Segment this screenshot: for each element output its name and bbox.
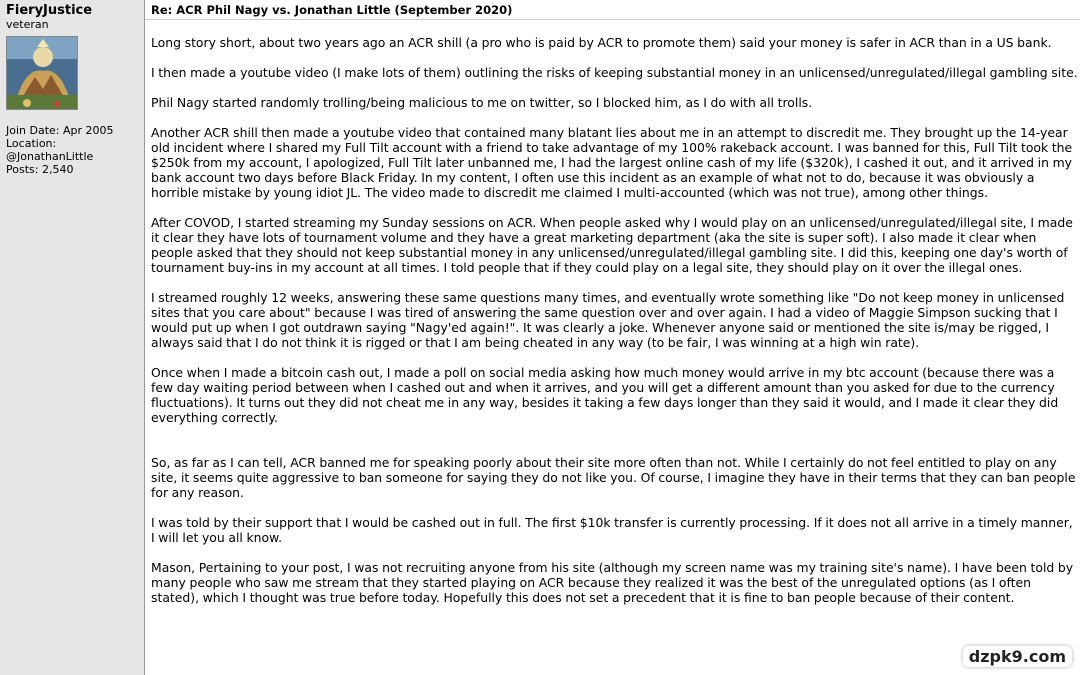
post-count: Posts: 2,540 bbox=[6, 163, 74, 176]
post-paragraph: I then made a youtube video (I make lots of them) outlining the risks of keeping substantial money in an unlicensed/unregulated/illegal gambling site. bbox=[151, 65, 1078, 80]
post-body bbox=[151, 35, 1080, 605]
post-paragraph: I streamed roughly 12 weeks, answering these same questions many times, and eventually wrote something like "Do not keep money in unlicensed sites that you care about" because I was tired of answering the same question over and over again. I had a video of Maggie Simpson sucking that I would put up when I got outdrawn saying "Nagy'ed again!". It was clearly a joke. Whenever anyone said or mentioned the site is/may be rigged, I always said that I do not think it is rigged or that I am being cheated in any way (to be fair, I was winning at a high win rate). bbox=[151, 290, 1065, 350]
join-date: Join Date: Apr 2005 bbox=[6, 124, 114, 137]
post-paragraph: Once when I made a bitcoin cash out, I made a poll on social media asking how much money would arrive in my btc account (because there was a few day waiting period between when I cashed out and when it arrives, and you will get a different amount than you asked for due to the currency fluctuations). It turns out they did not cheat me in any way, besides it taking a few days longer than they said it would, and I made it clear they did everything correctly. bbox=[151, 365, 1059, 425]
post-content bbox=[145, 0, 1080, 675]
post-paragraph: So, as far as I can tell, ACR banned me for speaking poorly about their site more often than not. While I certainly do not feel entitled to play on any site, it seems quite aggressive to ban someone for saying they do not like you. Of course, I imagine they have in their terms that they can ban people for any reason. bbox=[151, 455, 1076, 500]
user-info-panel bbox=[0, 0, 145, 675]
post-paragraph: Mason, Pertaining to your post, I was not recruiting anyone from his site (although my screen name was my training site's name). I have been told by many people who saw me stream that they started playing on ACR because they realized it was the best of the unregulated options (as I often stated), which I thought was true before today. Hopefully this does not set a precedent that it is fine to ban people because of their content. bbox=[151, 560, 1074, 605]
post-paragraph: After COVOD, I started streaming my Sunday sessions on ACR. When people asked why I would play on an unlicensed/unregulated/illegal site, I made it clear they have lots of tournament volume and they have a great marketing department (aka the site is super soft). I also made it clear when people asked that they should not keep substantial money in any unlicensed/unregulated/illegal gambling site. I did this, keeping one day's worth of tournament buy-ins in my account at all times. I told people that if they could play on a legal site, they should play on it over the illegal ones. bbox=[151, 215, 1073, 275]
watermark-logo: dzpk9.com bbox=[963, 646, 1072, 667]
username-link[interactable]: FieryJustice bbox=[6, 3, 93, 18]
post-paragraph: Long story short, about two years ago an ACR shill (a pro who is paid by ACR to promote them) said your money is safer in ACR than in a US bank. bbox=[151, 35, 1052, 50]
user-title: veteran bbox=[6, 18, 49, 31]
post-paragraph: Another ACR shill then made a youtube video that contained many blatant lies about me in an attempt to discredit me. They brought up the 14-year old incident where I shared my Full Tilt account with a friend to take advantage of my 100% rakeback account. I was banned for this, Full Tilt took the $250k from my account, I apologized, Full Tilt later unbanned me, I had the largest online cash of my life ($320k), I cashed it out, and it arrived in my bank account two days before Black Friday. In my content, I often use this incident as an example of what not to do, because it was obviously a horrible mistake by young idiot JL. The video made to discredit me claimed I multi-accounted (which was not true), among other things. bbox=[151, 125, 1073, 200]
post-paragraph: I was told by their support that I would be cashed out in full. The first $10k transfer is currently processing. If it does not all arrive in a timely manner, I will let you all know. bbox=[151, 515, 1073, 545]
user-meta bbox=[6, 124, 144, 176]
location-label: Location: bbox=[6, 137, 57, 150]
avatar-image bbox=[7, 37, 78, 110]
post-title: Re: ACR Phil Nagy vs. Jonathan Little (September 2020) bbox=[145, 3, 1080, 20]
post-paragraph: Phil Nagy started randomly trolling/being malicious to me on twitter, so I blocked him, as I do with all trolls. bbox=[151, 95, 813, 110]
location-value: @JonathanLittle bbox=[6, 150, 94, 163]
avatar[interactable] bbox=[6, 36, 78, 110]
